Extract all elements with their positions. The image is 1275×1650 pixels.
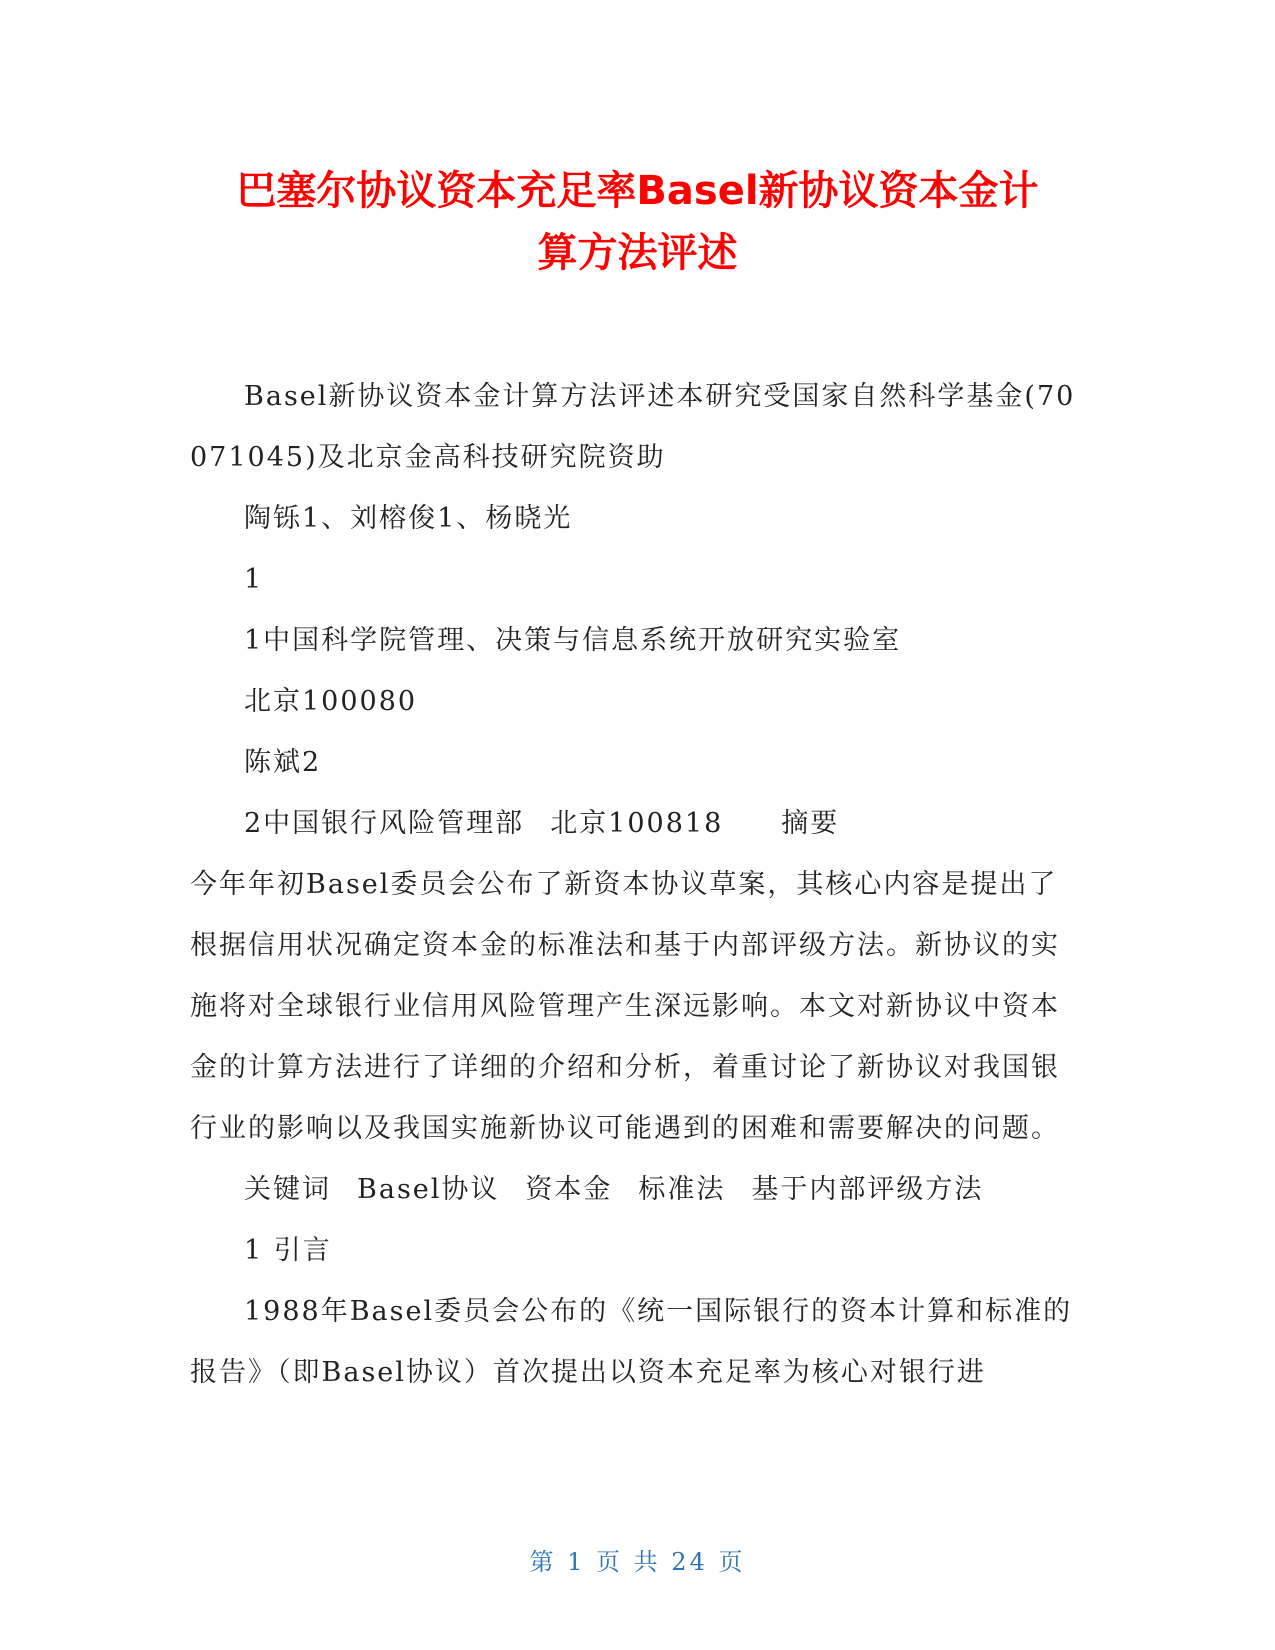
keyword-item: Basel协议 — [357, 1174, 500, 1205]
keywords-line — [190, 1159, 1080, 1220]
abstract-paragraph: 今年年初Basel委员会公布了新资本协议草案，其核心内容是提出了根据信用状况确定资本金的标准法和基于内部评级方法。新协议的实施将对全球银行业信用风险管理产生深远影响。本文对新协议中资本金的计算方法进行了详细的介绍和分析，着重讨论了新协议对我国银行业的影响以及我国实施新协议可能遇到的困难和需要解决的问题。 — [190, 869, 1060, 1144]
authors-line: 陶铄1、刘榕俊1、杨晓光 — [244, 503, 573, 534]
document-body — [190, 366, 1080, 1403]
section-1-paragraph: 1988年Basel委员会公布的《统一国际银行的资本计算和标准的报告》（即Basel协议）首次提出以资本充足率为核心对银行进 — [190, 1296, 1073, 1388]
title-line-1: 巴塞尔协议资本充足率Basel新协议资本金计 — [236, 168, 1039, 214]
author-2: 陈斌2 — [244, 747, 322, 778]
author-note: 1 — [244, 564, 264, 595]
affiliation-1: 1中国科学院管理、决策与信息系统开放研究实验室 — [244, 625, 902, 656]
page-footer: 第 1 页 共 24 页 — [529, 1548, 746, 1576]
keyword-item: 标准法 — [638, 1174, 726, 1205]
title-line-2: 算方法评述 — [537, 230, 738, 276]
section-1-heading: 1 引言 — [244, 1235, 332, 1266]
intro-paragraph: Basel新协议资本金计算方法评述本研究受国家自然科学基金(70071045)及北京金高科技研究院资助 — [190, 381, 1076, 473]
address-1: 北京100080 — [244, 686, 418, 717]
keywords-label: 关键词 — [244, 1174, 331, 1205]
affiliation-2-name: 2中国银行风险管理部 — [244, 808, 525, 839]
document-title — [170, 160, 1105, 284]
keyword-item: 基于内部评级方法 — [751, 1174, 984, 1205]
abstract-heading: 摘要 — [781, 808, 840, 839]
affiliation-2-line — [190, 793, 1080, 854]
keyword-item: 资本金 — [525, 1174, 613, 1205]
affiliation-2-address: 北京100818 — [550, 808, 724, 839]
